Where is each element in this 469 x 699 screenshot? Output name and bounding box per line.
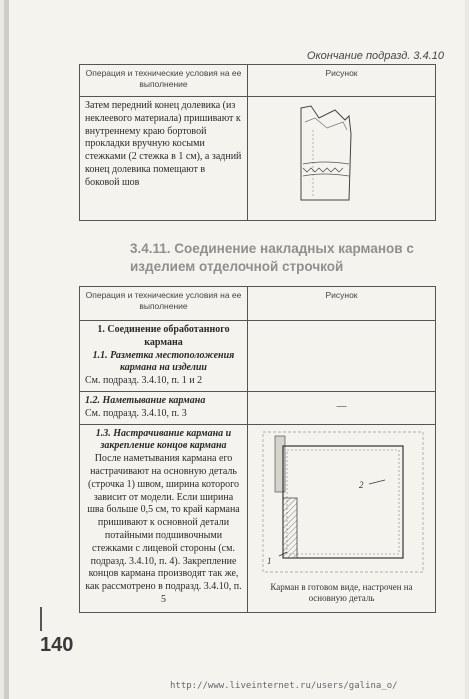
op1-2-dash: — [336, 401, 347, 413]
page-number-rule [40, 607, 42, 631]
page-binding-edge [4, 0, 9, 699]
front-panel-drawing [253, 100, 429, 212]
table1-header-figure: Рисунок [248, 65, 436, 97]
op1-2-title: 1.2. Наметывание кармана [85, 394, 206, 406]
figure-caption: Карман в готовом виде, настрочен на основную деталь [270, 582, 413, 604]
table1-operation-text: Затем передний конец долевика (из неклеевого материала) пришивают к внутреннему краю бортовой прокладки вручную косыми стежками (2 стежка в 1 см), а задний конец долевика помещают в боковой шов [85, 100, 242, 188]
fig-label-2: 2 [359, 479, 364, 490]
op1-1-title: 1.1. Разметка местоположения кармана на изделии [92, 349, 235, 374]
op1-3-text: После наметывания кармана его настрачивают на основную деталь (строчка 1) швом, ширина которого зависит от модели. Если ширина шва больше 0,5 см, то край кармана пришивают к основной детали потайными подшивочными стежками с лицевой стороны (см. подразд. 3.4.10, п. 4). Закрепление концов кармана производят так же, как рассмотрено в подразд. 3.4.10, п. 5 [85, 453, 242, 605]
table1-operation-cell [80, 97, 248, 221]
section-title: 3.4.11. Соединение накладных карманов с изделием отделочной строчкой [130, 241, 414, 275]
op1-title: 1. Соединение обработанного кармана [97, 324, 230, 348]
book-page [4, 0, 465, 699]
op1-2-cell [80, 391, 248, 424]
op1-2-figure-cell [248, 391, 436, 424]
fig-label-1: 1 [267, 555, 272, 566]
op1-1-text: См. подразд. 3.4.10, п. 1 и 2 [85, 375, 203, 387]
table2-header-figure: Рисунок [248, 287, 436, 321]
table1-figure-cell [248, 97, 436, 221]
footer-url-watermark: http://www.liveinternet.ru/users/galina_o/ [170, 681, 398, 691]
op1-3-figure-cell [248, 424, 436, 612]
table1-header-operation: Операция и технические условия на ее выполнение [80, 65, 248, 97]
operations-table-2 [79, 286, 436, 613]
table2-header-operation: Операция и технические условия на ее выполнение [80, 287, 248, 321]
running-head: Окончание подразд. 3.4.10 [306, 50, 444, 62]
pocket-drawing [253, 428, 429, 578]
op1-cell [80, 321, 248, 392]
op1-2-text: См. подразд. 3.4.10, п. 3 [85, 407, 187, 419]
op1-3-cell [80, 424, 248, 612]
operations-table-1 [79, 64, 436, 221]
op1-3-title: 1.3. Настрачивание кармана и закрепление концов кармана [95, 427, 232, 452]
op1-figure-cell [248, 321, 436, 392]
page-number: 140 [40, 634, 74, 656]
